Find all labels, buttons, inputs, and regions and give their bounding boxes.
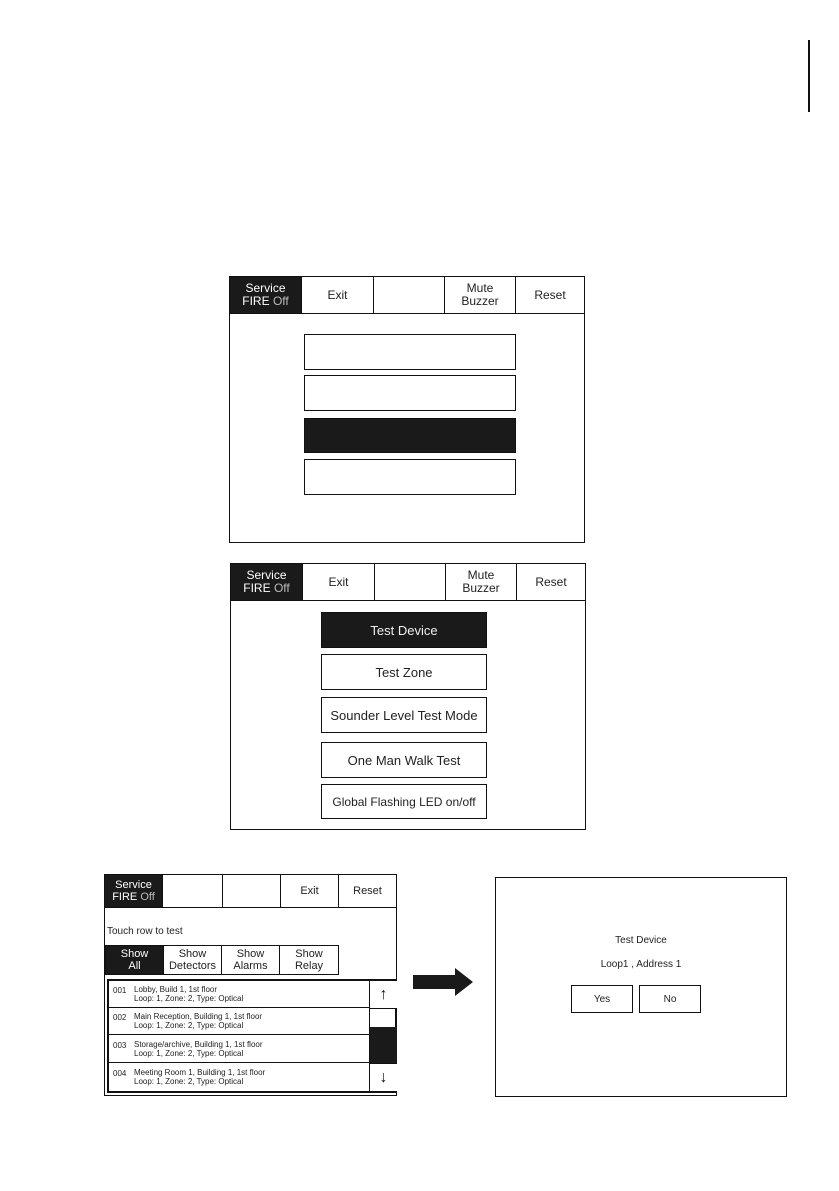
test-device-button[interactable]: Test Device xyxy=(321,612,487,648)
arrow-up-icon[interactable]: ↑ xyxy=(370,981,397,1009)
row-location: Storage/archive, Building 1, 1st floor xyxy=(134,1040,263,1049)
buzzer-label: Buzzer xyxy=(461,294,499,308)
row-location: Main Reception, Building 1, 1st floor xyxy=(134,1012,263,1021)
panel-device-list xyxy=(104,874,397,1096)
device-list xyxy=(107,979,397,1093)
touch-row-instruction: Touch row to test xyxy=(107,926,183,937)
service-fire-status[interactable] xyxy=(105,875,163,907)
list-row-003[interactable] xyxy=(109,1036,369,1063)
panel-test-menu xyxy=(230,563,586,830)
row-details: Loop: 1, Zone: 2, Type: Optical xyxy=(134,1049,244,1058)
reset-button[interactable]: Reset xyxy=(353,884,382,897)
off-label: Off xyxy=(272,294,289,308)
menu-button-1[interactable] xyxy=(304,334,516,370)
topbar xyxy=(230,277,584,314)
buzzer-label: Buzzer xyxy=(462,581,500,595)
tab-show-alarms[interactable]: Show Alarms xyxy=(222,946,280,974)
tab-show-detectors[interactable]: Show Detectors xyxy=(164,946,222,974)
yes-button[interactable]: Yes xyxy=(571,985,633,1013)
menu-button-3-selected[interactable] xyxy=(304,418,516,453)
row-number: 004 xyxy=(113,1069,127,1078)
row-number: 001 xyxy=(113,986,127,995)
fire-label: FIRE xyxy=(112,891,138,903)
filter-tabs xyxy=(105,945,339,975)
scrollbar[interactable] xyxy=(369,981,397,1091)
row-number: 002 xyxy=(113,1013,127,1022)
scroll-thumb[interactable] xyxy=(370,1027,397,1065)
service-label: Service xyxy=(245,281,286,295)
list-row-004[interactable] xyxy=(109,1064,369,1091)
tab-show-relay[interactable]: Show Relay xyxy=(280,946,338,974)
one-man-walk-test-button[interactable]: One Man Walk Test xyxy=(321,742,487,778)
sounder-level-test-button[interactable]: Sounder Level Test Mode xyxy=(321,697,487,733)
mute-buzzer-button[interactable] xyxy=(446,564,517,600)
arrow-down-icon[interactable]: ↓ xyxy=(370,1063,397,1091)
row-details: Loop: 1, Zone: 2, Type: Optical xyxy=(134,1077,244,1086)
reset-button[interactable]: Reset xyxy=(534,287,566,302)
exit-button[interactable]: Exit xyxy=(281,875,339,907)
arrow-right-icon xyxy=(413,975,457,989)
topbar xyxy=(231,564,585,601)
row-details: Loop: 1, Zone: 2, Type: Optical xyxy=(134,994,244,1003)
dialog-detail: Loop1 , Address 1 xyxy=(600,959,682,970)
menu-button-4[interactable] xyxy=(304,459,516,495)
reset-button[interactable]: Reset xyxy=(535,574,567,589)
service-label: Service xyxy=(115,879,152,891)
global-flashing-led-button[interactable]: Global Flashing LED on/off xyxy=(321,784,487,819)
row-number: 003 xyxy=(113,1041,127,1050)
arrow-right-icon-head xyxy=(455,968,473,996)
list-row-002[interactable] xyxy=(109,1008,369,1035)
dialog-title: Test Device xyxy=(615,935,667,946)
exit-button[interactable]: Exit xyxy=(303,564,375,600)
off-label: Off xyxy=(273,581,290,595)
menu-button-2[interactable] xyxy=(304,375,516,411)
service-label: Service xyxy=(246,568,287,582)
panel-test-device-dialog xyxy=(495,877,787,1097)
empty-button-1 xyxy=(163,875,223,907)
test-zone-button[interactable]: Test Zone xyxy=(321,654,487,690)
off-label: Off xyxy=(140,891,155,903)
fire-label: FIRE xyxy=(243,581,271,595)
empty-button-2 xyxy=(223,875,281,907)
list-row-001[interactable] xyxy=(109,981,369,1008)
row-location: Meeting Room 1, Building 1, 1st floor xyxy=(134,1068,266,1077)
service-fire-status[interactable] xyxy=(230,277,302,313)
topbar xyxy=(105,875,396,908)
mute-label: Mute xyxy=(467,568,495,582)
panel-main-menu xyxy=(229,276,585,543)
mute-label: Mute xyxy=(466,281,494,295)
tab-show-all[interactable]: Show All xyxy=(106,946,164,974)
service-fire-status[interactable] xyxy=(231,564,303,600)
empty-button xyxy=(375,564,446,600)
exit-button[interactable]: Exit xyxy=(302,277,374,313)
no-button[interactable]: No xyxy=(639,985,701,1013)
mute-buzzer-button[interactable] xyxy=(445,277,516,313)
page-margin-marker xyxy=(808,40,810,112)
row-location: Lobby, Build 1, 1st floor xyxy=(134,985,218,994)
fire-label: FIRE xyxy=(242,294,270,308)
row-details: Loop: 1, Zone: 2, Type: Optical xyxy=(134,1021,244,1030)
empty-button xyxy=(374,277,445,313)
